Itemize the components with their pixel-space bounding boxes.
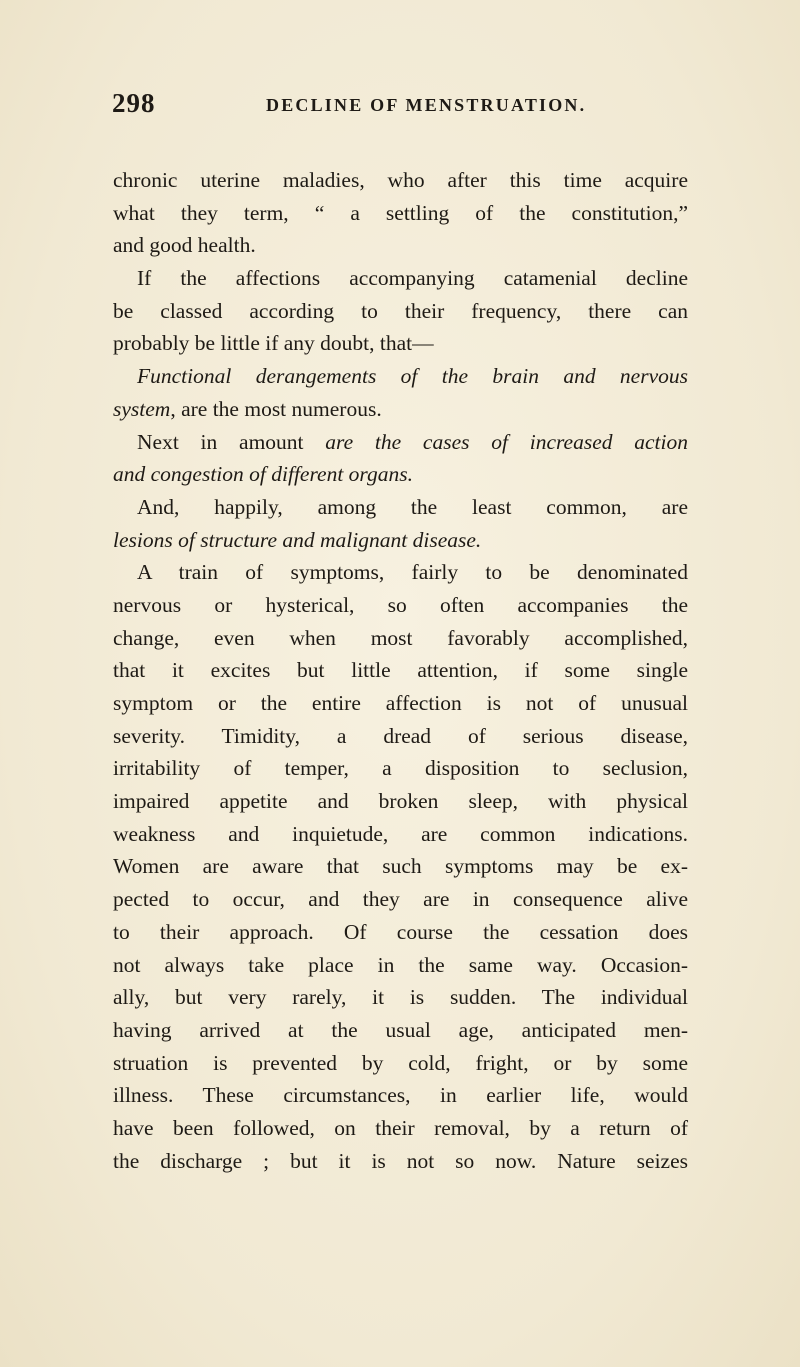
text-line: illness. These circumstances, in earlier life, would	[113, 1083, 688, 1108]
text-line: having arrived at the usual age, anticipated men-	[113, 1017, 688, 1042]
text-line: Functional derangements of the brain and nervous	[137, 364, 688, 389]
text-line: ally, but very rarely, it is sudden. The individual	[113, 985, 688, 1010]
text-line: and good health.	[113, 233, 256, 258]
text-line: irritability of temper, a disposition to seclusion,	[113, 756, 688, 781]
text-line: chronic uterine maladies, who after this time acquire	[113, 168, 688, 192]
text-line: nervous or hysterical, so often accompanies the	[113, 592, 688, 617]
text-line: and congestion of different organs.	[113, 462, 413, 487]
text-line: Next in amount are the cases of increased action	[137, 429, 688, 454]
page-header	[112, 88, 712, 128]
text-line: lesions of structure and malignant disease.	[113, 527, 482, 552]
text-line: impaired appetite and broken sleep, with physical	[113, 789, 688, 814]
text-line: severity. Timidity, a dread of serious disease,	[113, 723, 688, 748]
text-line: struation is prevented by cold, fright, or by some	[113, 1050, 688, 1075]
text-line: system, are the most numerous.	[113, 396, 382, 421]
text-line: the discharge ; but it is not so now. Nature seizes	[113, 1148, 688, 1173]
text-line: to their approach. Of course the cessation does	[113, 919, 688, 944]
text-line: not always take place in the same way. Occasion-	[113, 952, 688, 977]
text-line: what they term, “ a settling of the constitution,”	[113, 200, 688, 225]
text-line: have been followed, on their removal, by a return of	[113, 1115, 688, 1140]
text-line: symptom or the entire affection is not of unusual	[113, 691, 688, 715]
text-line: pected to occur, and they are in consequence alive	[113, 887, 688, 912]
body-text	[113, 164, 688, 1177]
text-line: Women are aware that such symptoms may be ex-	[113, 854, 688, 879]
text-line: And, happily, among the least common, are	[137, 494, 688, 519]
running-head: DECLINE OF MENSTRUATION.	[266, 95, 587, 115]
text-line: be classed according to their frequency, there can	[113, 298, 688, 323]
text-line: A train of symptoms, fairly to be denominated	[137, 560, 688, 585]
text-line: that it excites but little attention, if some single	[113, 658, 688, 683]
text-line: weakness and inquietude, are common indications.	[113, 821, 688, 846]
text-line: probably be little if any doubt, that—	[113, 331, 434, 356]
text-line: If the affections accompanying catamenial decline	[137, 266, 688, 291]
text-line: change, even when most favorably accomplished,	[113, 625, 688, 650]
page-number: 298	[112, 88, 156, 118]
